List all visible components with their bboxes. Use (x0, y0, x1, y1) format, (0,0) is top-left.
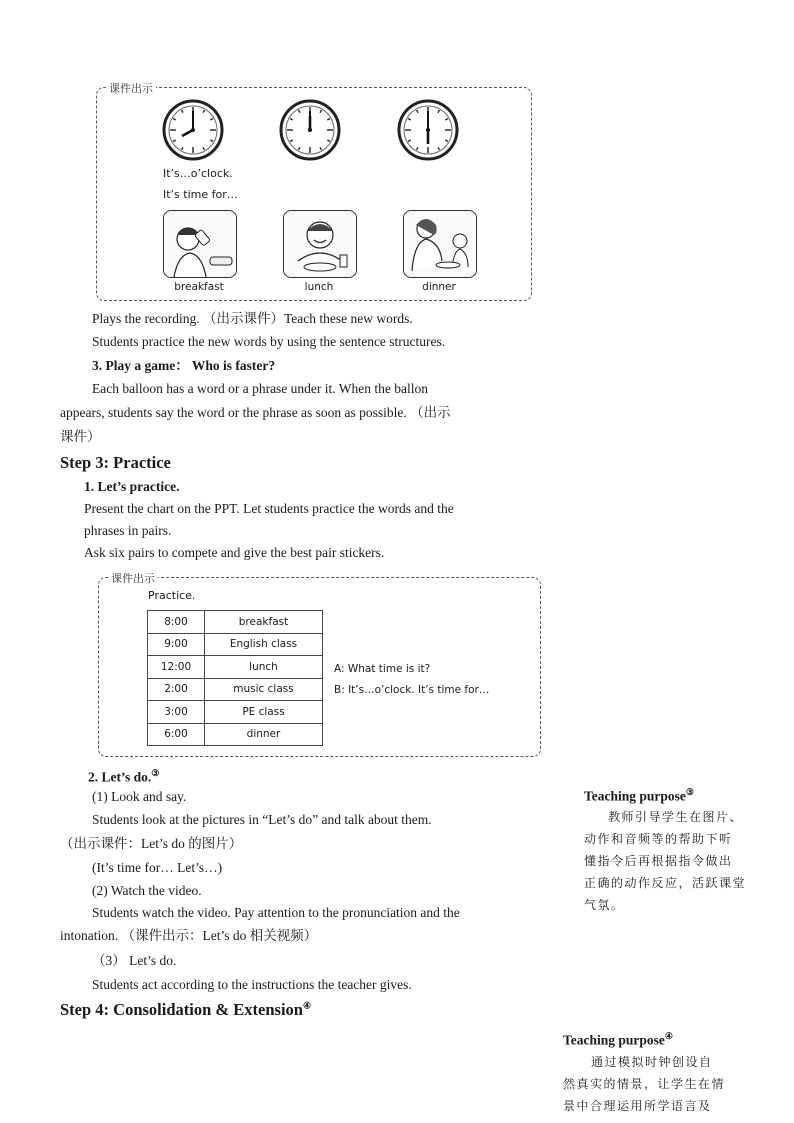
paragraph: phrases in pairs. (84, 523, 172, 538)
side-note-title-text: Teaching purpose (584, 788, 686, 804)
side-note-line: 景中合理运用所学语言及 (563, 1099, 712, 1113)
side-note-line: 教师引导学生在图片、 (608, 810, 744, 824)
dialogue-question: A: What time is it? (334, 663, 431, 675)
side-note-line: 正确的动作反应，活跃课堂 (584, 876, 747, 890)
pattern-line-1: It’s…o’clock. (163, 167, 233, 180)
paragraph: appears, students say the word or the phrase as soon as possible. （出示 (60, 405, 451, 420)
footnote-mark: ④ (302, 1000, 312, 1011)
side-note-body (563, 1051, 743, 1117)
clock-icon (397, 99, 459, 161)
paragraph: Students look at the pictures in “Let’s do” and talk about them. (92, 812, 432, 827)
practice-table (147, 610, 323, 746)
practice-heading: Practice. (148, 589, 196, 602)
pattern-line-2: It’s time for… (163, 188, 238, 201)
side-note-line: 气氛。 (584, 898, 625, 912)
side-note-title-text: Teaching purpose (563, 1032, 665, 1048)
time-cell: 8:00 (148, 611, 205, 634)
side-note-body (584, 806, 764, 916)
side-note-title (584, 787, 694, 805)
paragraph: （出示课件：Let’s do 的图片） (60, 836, 243, 851)
table-row (148, 723, 323, 746)
footnote-mark: ③ (685, 787, 694, 797)
courseware-label: 课件出示 (106, 80, 156, 96)
step3-sub1: 1. Let’s practice. (84, 479, 180, 494)
breakfast-picture (163, 210, 237, 278)
time-cell: 9:00 (148, 633, 205, 656)
activity-cell: English class (205, 633, 323, 656)
paragraph: Plays the recording. （出示课件）Teach these new words. (92, 311, 413, 326)
side-note-line: 懂指令后再根据指令做出 (584, 854, 733, 868)
side-note-line: 通过模拟时钟创设自 (591, 1055, 713, 1069)
paragraph: (It’s time for… Let’s…) (92, 860, 223, 875)
activity-cell: lunch (205, 656, 323, 679)
step4-title-text: Step 4: Consolidation & Extension (60, 1000, 303, 1019)
time-cell: 6:00 (148, 723, 205, 746)
paragraph: Each balloon has a word or a phrase under it. When the ballon (92, 381, 429, 396)
table-row (148, 633, 323, 656)
paragraph: intonation. （课件出示：Let’s do 相关视频） (60, 928, 318, 943)
side-note-line: 然真实的情景，让学生在情 (563, 1077, 726, 1091)
activity-cell: music class (205, 678, 323, 701)
clock-icon (279, 99, 341, 161)
letsdo-title-text: 2. Let’s do. (88, 769, 152, 785)
dinner-caption: dinner (422, 281, 456, 293)
courseware-label: 课件出示 (108, 570, 158, 586)
time-cell: 12:00 (148, 656, 205, 679)
dinner-picture (403, 210, 477, 278)
time-cell: 3:00 (148, 701, 205, 724)
table-row (148, 611, 323, 634)
paragraph: （3） Let’s do. (92, 953, 177, 968)
side-note-title (563, 1031, 673, 1049)
clock-icon (162, 99, 224, 161)
letsdo-title (88, 764, 159, 787)
step4-title (60, 1000, 311, 1020)
lunch-caption: lunch (304, 281, 334, 293)
lunch-picture (283, 210, 357, 278)
breakfast-caption: breakfast (174, 281, 224, 293)
footnote-mark: ③ (151, 768, 160, 778)
paragraph: (1) Look and say. (92, 789, 187, 804)
activity-cell: PE class (205, 701, 323, 724)
activity-cell: breakfast (205, 611, 323, 634)
paragraph: 课件） (60, 429, 101, 444)
paragraph: Present the chart on the PPT. Let students practice the words and the (84, 501, 454, 516)
paragraph: Ask six pairs to compete and give the best pair stickers. (84, 545, 385, 560)
dialogue-answer: B: It’s…o’clock. It’s time for… (334, 684, 490, 696)
game-heading: 3. Play a game： Who is faster? (92, 358, 276, 373)
table-row (148, 678, 323, 701)
paragraph: Students act according to the instructions the teacher gives. (92, 977, 412, 992)
table-row (148, 656, 323, 679)
step3-title: Step 3: Practice (60, 453, 171, 472)
paragraph: Students watch the video. Pay attention to the pronunciation and the (92, 905, 460, 920)
paragraph: (2) Watch the video. (92, 883, 202, 898)
side-note-line: 动作和音频等的帮助下听 (584, 832, 733, 846)
paragraph: Students practice the new words by using the sentence structures. (92, 334, 446, 349)
time-cell: 2:00 (148, 678, 205, 701)
activity-cell: dinner (205, 723, 323, 746)
table-row (148, 701, 323, 724)
footnote-mark: ④ (664, 1031, 673, 1041)
